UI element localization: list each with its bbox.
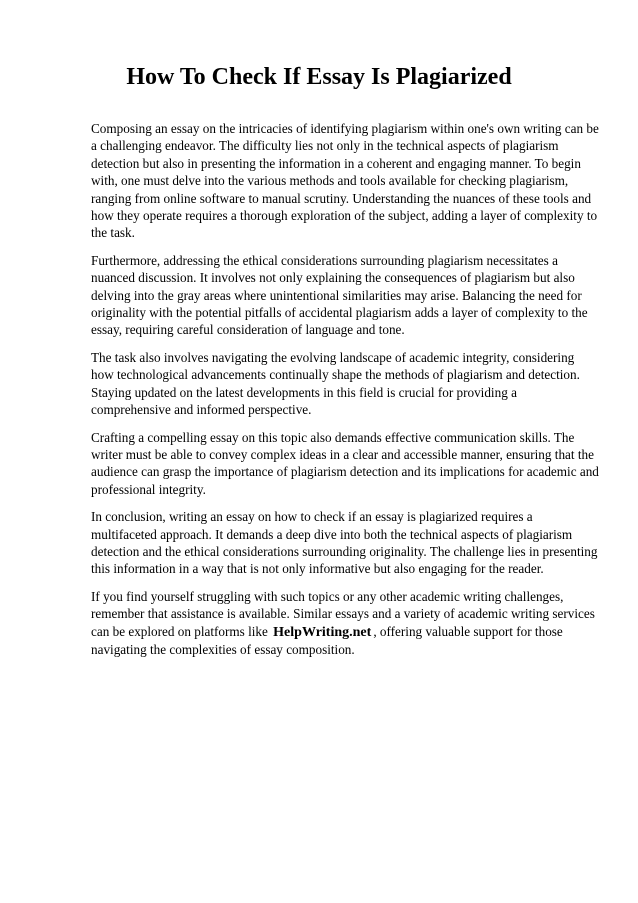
paragraph-4: Crafting a compelling essay on this topic also demands effective communication skills. The writer must be able to convey complex ideas in a clear and accessible manner, ensuring that the audience can grasp the importance of plagiarism detection and its implications for academic and professional integrity.: [91, 429, 599, 497]
closing-text-after-link: , offering valuable support for those navigating the complexities of essay composition.: [91, 623, 563, 657]
closing-paragraph: [91, 588, 599, 659]
paragraph-5: In conclusion, writing an essay on how to check if an essay is plagiarized requires a multifaceted approach. It demands a deep dive into both the technical aspects of plagiarism detection and the ethical considerations surrounding originality. The challenge lies in presenting this information in a way that is not only informative but also engaging for the reader.: [91, 509, 598, 577]
paragraph-3: The task also involves navigating the evolving landscape of academic integrity, considering how technological advancements continually shape the methods of plagiarism and detection. Staying updated on the latest developments in this field is crucial for providing a comprehensive and informed perspective.: [91, 349, 580, 418]
paragraph-2: Furthermore, addressing the ethical considerations surrounding plagiarism necessitates a nuanced discussion. It involves not only explaining the consequences of plagiarism but also delving into the gray areas where unintentional similarities may arise. Balancing the need for originality with the potential pitfalls of accidental plagiarism adds a layer of complexity to the essay, requiring careful consideration of language and tone.: [91, 252, 588, 338]
closing-text-before-link: If you find yourself struggling with such topics or any other academic writing challenges, remember that assistance is available. Similar essays and a variety of academic writing services can be explored on platforms like: [91, 588, 595, 639]
helpwriting-link[interactable]: HelpWriting.net: [273, 624, 372, 640]
document-body: [91, 120, 599, 668]
page-title: How To Check If Essay Is Plagiarized: [126, 64, 512, 90]
paragraph-1: Composing an essay on the intricacies of identifying plagiarism within one's own writing can be a challenging endeavor. The difficulty lies not only in the technical aspects of plagiarism detection but also in presenting the information in a coherent and engaging manner. To begin with, one must delve into the various methods and tools available for checking plagiarism, ranging from online software to manual scrutiny. Understanding the nuances of these tools and how they operate requires a thorough exploration of the subject, adding a layer of complexity to the task.: [91, 121, 599, 241]
